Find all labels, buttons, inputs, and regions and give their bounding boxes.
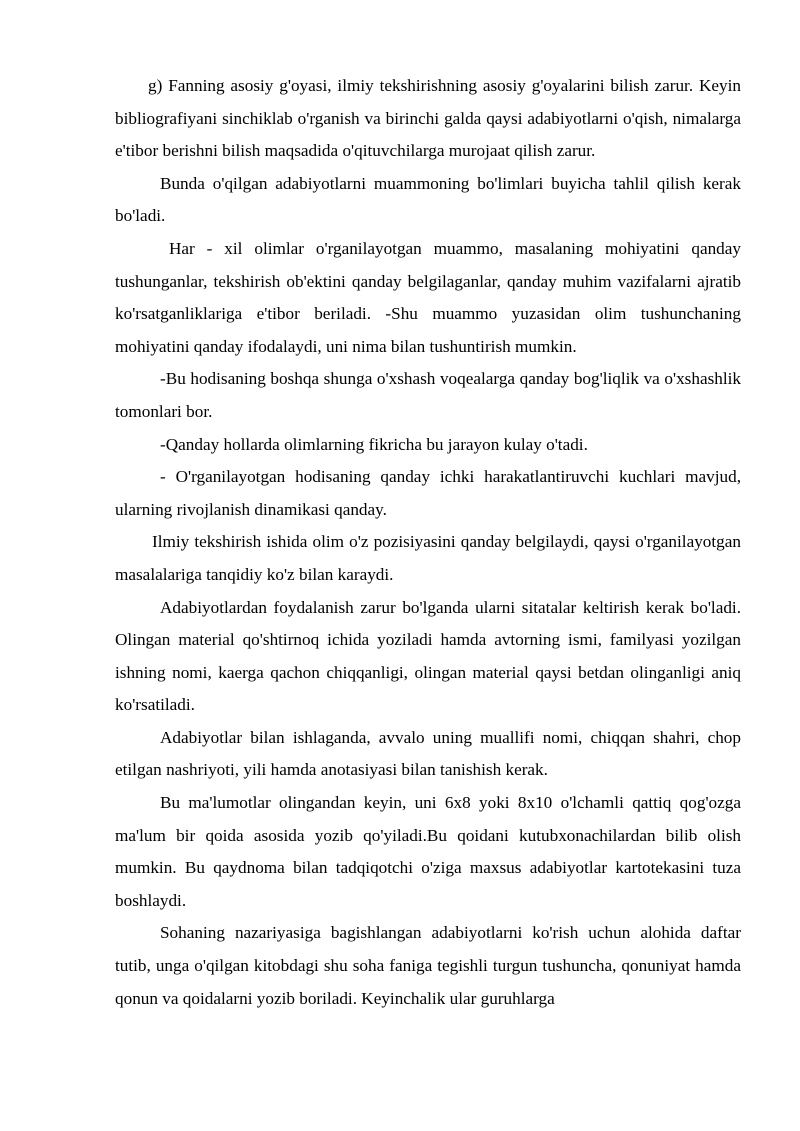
- paragraph: Bunda o'qilgan adabiyotlarni muammoning bo'limlari buyicha tahlil qilish kerak bo'ladi.: [115, 173, 741, 226]
- paragraph: Ilmiy tekshirish ishida olim o'z pozisiyasini qanday belgilaydi, qaysi o'rganilayotgan masalalariga tanqidiy ko'z bilan karaydi.: [115, 532, 741, 584]
- paragraph: Har - xil olimlar o'rganilayotgan muammo, masalaning mohiyatini qanday tushunganlar, tekshirish ob'ektini qanday belgilaganlar, qanday muhim vazifalarni ajratib ko'rsatganliklariga e'tibor beriladi. -Shu muammo yuzasidan olim tushunchaning mohiyatini qanday ifodalaydi, uni nima bilan tushuntirish mumkin.: [115, 238, 741, 356]
- paragraph: Adabiyotlardan foydalanish zarur bo'lganda ularni sitatalar keltirish kerak bo'ladi. Olingan material qo'shtirnoq ichida yoziladi hamda avtorning ismi, familyasi yozilgan ishning nomi, kaerga qachon chiqqanligi, olingan material qaysi betdan olinganligi aniq ko'rsatiladi.: [115, 597, 741, 715]
- paragraph-g-item: g) Fanning asosiy g'oyasi, ilmiy tekshirishning asosiy g'oyalarini bilish zarur. Keyin bibliografiyani sinchiklab o'rganish va birinchi galda qaysi adabiyotlarni o'qish, nimalarga e'tibor berishni bilish maqsadida o'qituvchilarga murojaat qilish zarur.: [115, 76, 741, 161]
- paragraph: -Qanday hollarda olimlarning fikricha bu jarayon kulay o'tadi.: [160, 434, 588, 454]
- paragraph: Bu ma'lumotlar olingandan keyin, uni 6x8 yoki 8x10 o'lchamli qattiq qog'ozga ma'lum bir qoida asosida yozib qo'yiladi.Bu qoidani kutubxonachilardan bilib olish mumkin. Bu qaydnoma bilan tadqiqotchi o'ziga maxsus adabiyotlar kartotekasini tuza boshlaydi.: [115, 793, 741, 910]
- paragraph: Adabiyotlar bilan ishlaganda, avvalo uning muallifi nomi, chiqqan shahri, chop etilgan nashriyoti, yili hamda anotasiyasi bilan tanishish kerak.: [115, 727, 741, 780]
- paragraph: - O'rganilayotgan hodisaning qanday ichki harakatlantiruvchi kuchlari mavjud, ularning rivojlanish dinamikasi qanday.: [115, 467, 741, 519]
- document-page: [115, 70, 741, 1015]
- paragraph: -Bu hodisaning boshqa shunga o'xshash voqealarga qanday bog'liqlik va o'xshashlik tomonlari bor.: [115, 369, 741, 421]
- paragraph: Sohaning nazariyasiga bagishlangan adabiyotlarni ko'rish uchun alohida daftar tutib, unga o'qilgan kitobdagi shu soha faniga tegishli turgun tushuncha, qonuniyat hamda qonun va qoidalarni yozib boriladi. Keyinchalik ular guruhlarga: [115, 923, 741, 1008]
